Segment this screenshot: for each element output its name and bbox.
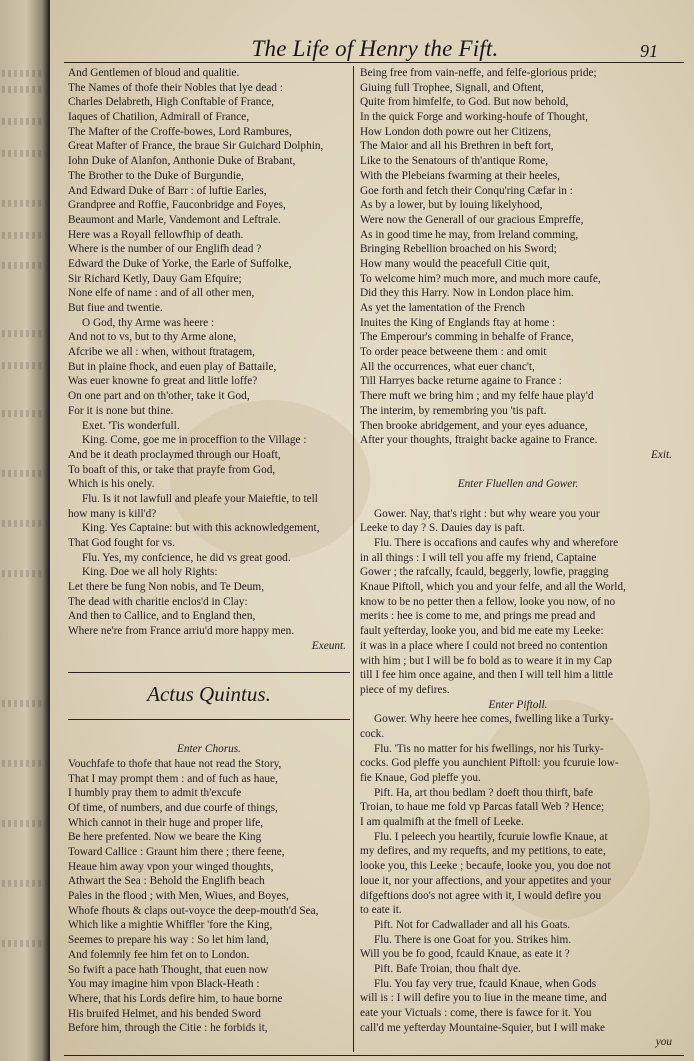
text-line: till I fee him once againe, and then I will tell him a little bbox=[360, 669, 613, 682]
text-line: cock. bbox=[360, 727, 385, 740]
footer-rule bbox=[64, 1055, 684, 1056]
text-line: Leeke to day ? S. Dauies day is paft. bbox=[360, 522, 526, 535]
text-line: Where, that his Lords defire him, to haue borne bbox=[68, 992, 283, 1005]
text-line: Where is the number of our Englifh dead ? bbox=[68, 243, 262, 256]
text-line: Exit. bbox=[650, 448, 672, 461]
text-line: Iohn Duke of Alanfon, Anthonie Duke of Brabant, bbox=[68, 155, 296, 168]
text-line: Then brooke abridgement, and your eyes aduance, bbox=[360, 419, 588, 432]
text-line: fault yefterday, looke you, and bid me eate my Leeke: bbox=[360, 625, 604, 638]
text-line: But in plaine fhock, and euen play of Battaile, bbox=[68, 360, 277, 373]
text-line: Flu. 'Tis no matter for his fwellings, nor his Turky- bbox=[374, 742, 604, 755]
page-title: The Life of Henry the Fift. bbox=[251, 36, 499, 61]
text-line: And not to vs, but to thy Arme alone, bbox=[68, 331, 237, 344]
text-line: Inuites the King of Englands ftay at home : bbox=[360, 316, 556, 329]
column-divider bbox=[353, 66, 354, 1052]
text-line: Gower. Why heere hee comes, fwelling like a Turky- bbox=[374, 713, 614, 726]
right-text-block bbox=[360, 66, 676, 463]
text-line: Flu. There is occafions and caufes why and wherefore bbox=[374, 537, 619, 549]
text-line: And then to Callice, and to England then, bbox=[68, 610, 256, 623]
text-line: As yet the lamentation of the French bbox=[360, 302, 526, 314]
text-line: Like to the Senatours of th'antique Rome, bbox=[360, 155, 549, 168]
text-line: Exet. 'Tis wonderfull. bbox=[82, 419, 180, 432]
text-line: Flu. There is one Goat for you. Strikes him. bbox=[374, 933, 572, 946]
text-line: Pift. Bafe Troian, thou fhalt dye. bbox=[374, 962, 521, 975]
text-line: His bruifed Helmet, and his bended Sword bbox=[68, 1007, 261, 1020]
text-line: Flu. Yes, my confcience, he did vs great good. bbox=[82, 551, 291, 564]
text-line: The Emperour's comming in behalfe of France, bbox=[360, 331, 574, 344]
text-line: And folemnly fee him fet on to London. bbox=[68, 948, 250, 961]
text-line: There muft we bring him ; and my felfe haue play'd bbox=[360, 390, 594, 403]
text-line: The Names of thofe their Nobles that lye dead : bbox=[68, 81, 283, 94]
text-line: my defires, and my requefts, and my petitions, to eate, bbox=[360, 845, 606, 858]
text-line: And Edward Duke of Barr : of luftie Earles, bbox=[68, 184, 267, 197]
left-column bbox=[68, 66, 350, 1036]
text-line: I humbly pray them to admit th'excufe bbox=[68, 787, 242, 800]
text-line: All the occurrences, what euer chanc't, bbox=[360, 360, 535, 373]
text-line: King. Doe we all holy Rights: bbox=[82, 566, 218, 579]
text-line: loue it, nor your affections, and your appetites and your bbox=[360, 874, 612, 887]
text-line: Beaumont and Marle, Vandemont and Leftrale. bbox=[68, 213, 281, 226]
text-line: difgeftions doo's not agree with it, I would defire you bbox=[360, 889, 602, 902]
text-line: But fiue and twentie. bbox=[68, 302, 163, 314]
text-line: Iaques of Chatilion, Admirall of France, bbox=[68, 111, 250, 124]
text-line: piece of my defires. bbox=[360, 683, 450, 696]
text-line: it was in a place where I could not breed no contention bbox=[360, 639, 608, 652]
text-line: Heaue him away vpon your winged thoughts, bbox=[68, 860, 274, 873]
text-line: Gower ; the rafcally, fcauld, beggerly, lowfie, pragging bbox=[360, 566, 609, 579]
text-line: You may imagine him vpon Black-Heath : bbox=[68, 978, 260, 991]
text-line: Flu. I peleech you heartily, fcuruie lowfie Knaue, at bbox=[374, 830, 608, 843]
text-line: To welcome him? much more, and much more caufe, bbox=[360, 272, 601, 285]
text-line: Afcribe we all : when, without ftratagem, bbox=[68, 346, 255, 359]
text-line: Pift. Ha, art thou bedlam ? doeft thou thirft, bafe bbox=[374, 786, 593, 799]
text-line: Pales in the flood ; with Men, Wiues, and Boyes, bbox=[68, 890, 289, 903]
text-line: you bbox=[655, 1036, 672, 1049]
text-line: Athwart the Sea : Behold the Englifh beach bbox=[68, 875, 265, 888]
text-line: Whofe fhouts & claps out-voyce the deep-mouth'd Sea, bbox=[68, 904, 319, 917]
text-line: Enter Chorus. bbox=[176, 743, 242, 756]
left-text-block bbox=[68, 66, 350, 654]
text-line: The interim, by remembring you 'tis paft. bbox=[360, 404, 547, 417]
text-line: how many is kill'd? bbox=[68, 507, 157, 520]
text-line: After your thoughts, ftraight backe againe to France. bbox=[360, 434, 598, 447]
text-line: Which is his onely. bbox=[68, 478, 155, 491]
text-line: Which like a mightie Whiffler 'fore the King, bbox=[68, 919, 273, 932]
previous-page-edge bbox=[0, 0, 48, 1061]
text-line: Giuing full Trophee, Signall, and Oftent, bbox=[360, 81, 544, 94]
text-line: That I may prompt them : and of fuch as haue, bbox=[68, 772, 278, 785]
text-line: eate your Victuals : come, there is fawce for it. You bbox=[360, 1007, 592, 1019]
text-line: King. Yes Captaine: but with this acknowledgement, bbox=[82, 522, 320, 535]
text-line: with him ; but I will be fo bold as to weare it in my Cap bbox=[360, 654, 612, 667]
text-line: Knaue Piftoll, which you and your felfe, and all the World, bbox=[360, 581, 626, 594]
text-line: That God fought for vs. bbox=[68, 537, 175, 549]
text-line: For it is none but thine. bbox=[68, 404, 174, 417]
text-line: Gower. Nay, that's right : but why weare you your bbox=[374, 507, 600, 520]
header-rule bbox=[64, 62, 684, 63]
text-line: Charles Delabreth, High Conftable of France, bbox=[68, 96, 275, 109]
folio-page bbox=[50, 0, 694, 1061]
chorus-text-block bbox=[68, 742, 350, 1036]
text-line: Toward Callice : Graunt him there ; there feene, bbox=[68, 846, 285, 858]
text-line: Before him, through the Citie : he forbids it, bbox=[68, 1022, 268, 1035]
text-line: Seemes to prepare his way : So let him land, bbox=[68, 934, 269, 947]
text-line: merits : hee is come to me, and prings me pread and bbox=[360, 610, 596, 623]
text-line: Were now the Generall of our gracious Empreffe, bbox=[360, 213, 584, 226]
text-line: Let there be fung Non nobis, and Te Deum, bbox=[68, 581, 265, 594]
text-line: cocks. God pleffe you aunchient Piftoll: you fcuruie low- bbox=[360, 757, 619, 770]
act-heading: Actus Quintus. bbox=[147, 682, 271, 707]
text-line: call'd me yefterday Mountaine-Squier, but I will make bbox=[360, 1021, 606, 1034]
page-number: 91 bbox=[640, 41, 658, 61]
text-line: Sir Richard Ketly, Dauy Gam Efquire; bbox=[68, 272, 242, 285]
right-column bbox=[360, 66, 676, 1050]
text-line: I am qualmifh at the fmell of Leeke. bbox=[360, 816, 524, 829]
text-line: Grandpree and Roffie, Fauconbridge and Foyes, bbox=[68, 199, 286, 212]
text-line: Be here prefented. Now we beare the King bbox=[68, 831, 262, 844]
text-line: Till Harryes backe returne againe to France : bbox=[360, 375, 562, 388]
text-line: As by a lower, but by louing likelyhood, bbox=[360, 199, 543, 212]
text-line: Did they this Harry. Now in London place him. bbox=[360, 287, 574, 300]
text-line: With the Plebeians fwarming at their heeles, bbox=[360, 169, 561, 182]
text-line: King. Come, goe me in proceffion to the Village : bbox=[82, 434, 307, 447]
text-line: know to be no petter then a fellow, looke you now, of no bbox=[360, 595, 616, 608]
scene-heading: Enter Fluellen and Gower. bbox=[457, 478, 579, 491]
text-line: Bringing Rebellion broached on his Sword; bbox=[360, 243, 557, 256]
text-line: Where ne're from France arriu'd more happy men. bbox=[68, 625, 295, 638]
text-line: in all things : I will tell you affe my friend, Captaine bbox=[360, 551, 597, 564]
text-line: Of time, of numbers, and due courfe of things, bbox=[68, 801, 278, 814]
text-line: The Mafter of the Croffe-bowes, Lord Rambures, bbox=[68, 125, 292, 138]
text-line: Which cannot in their huge and proper life, bbox=[68, 816, 264, 829]
text-line: fie Knaue, God pleffe you. bbox=[360, 772, 481, 784]
text-line: Flu. You fay very true, fcauld Knaue, when Gods bbox=[374, 977, 597, 990]
text-line: looke you, this Leeke ; becaufe, looke you, you doe not bbox=[360, 860, 611, 873]
text-line: Was euer knowne fo great and little loffe? bbox=[68, 375, 258, 388]
text-line: Vouchfafe to thofe that haue not read the Story, bbox=[68, 757, 282, 770]
text-line: Will you be fo good, fcauld Knaue, as eate it ? bbox=[360, 948, 570, 961]
text-line: Here was a Royall fellowfhip of death. bbox=[68, 228, 244, 241]
text-line: Edward the Duke of Yorke, the Earle of Suffolke, bbox=[68, 257, 292, 270]
text-line: Troian, to haue me fold vp Parcas fatall Web ? Hence; bbox=[360, 801, 605, 814]
text-line: will is : I will defire you to liue in the meane time, and bbox=[360, 992, 607, 1005]
text-line: The Brother to the Duke of Burgundie, bbox=[68, 169, 244, 182]
text-line: How London doth powre out her Citizens, bbox=[360, 125, 552, 138]
text-line: To boaft of this, or take that prayfe from God, bbox=[68, 463, 276, 476]
text-line: O God, thy Arme was heere : bbox=[82, 316, 215, 329]
text-line: Quite from himfelfe, to God. But now behold, bbox=[360, 96, 569, 109]
prose-text-block bbox=[360, 507, 676, 1050]
text-line: In the quick Forge and working-houfe of Thought, bbox=[360, 111, 588, 124]
text-line: To order peace betweene them : and omit bbox=[360, 346, 547, 359]
text-line: As in good time he may, from Ireland comming, bbox=[360, 228, 579, 241]
text-line: So fwift a pace hath Thought, that euen now bbox=[68, 963, 269, 976]
text-line: The dead with charitie enclos'd in Clay: bbox=[68, 595, 248, 608]
text-line: Enter Piftoll. bbox=[488, 698, 548, 711]
text-line: Great Mafter of France, the braue Sir Guichard Dolphin, bbox=[68, 140, 324, 153]
text-line: And be it death proclaymed through our Hoaft, bbox=[68, 448, 281, 461]
text-line: Pift. Not for Cadwallader and all his Goats. bbox=[374, 918, 571, 931]
text-line: Exeunt. bbox=[311, 639, 346, 652]
text-line: And Gentlemen of bloud and qualitie. bbox=[68, 67, 240, 79]
text-line: On one part and on th'other, take it God, bbox=[68, 390, 250, 403]
text-line: Goe forth and fetch their Conqu'ring Cæfar in : bbox=[360, 184, 573, 197]
text-line: The Maior and all his Brethren in beft fort, bbox=[360, 140, 554, 153]
text-line: Being free from vain-neffe, and felfe-glorious pride; bbox=[360, 67, 597, 79]
text-line: Flu. Is it not lawfull and pleafe your Maieftie, to tell bbox=[82, 492, 318, 505]
text-line: None elfe of name : and of all other men, bbox=[68, 287, 255, 300]
text-line: How many would the peacefull Citie quit, bbox=[360, 257, 550, 270]
text-line: to eate it. bbox=[360, 904, 402, 917]
